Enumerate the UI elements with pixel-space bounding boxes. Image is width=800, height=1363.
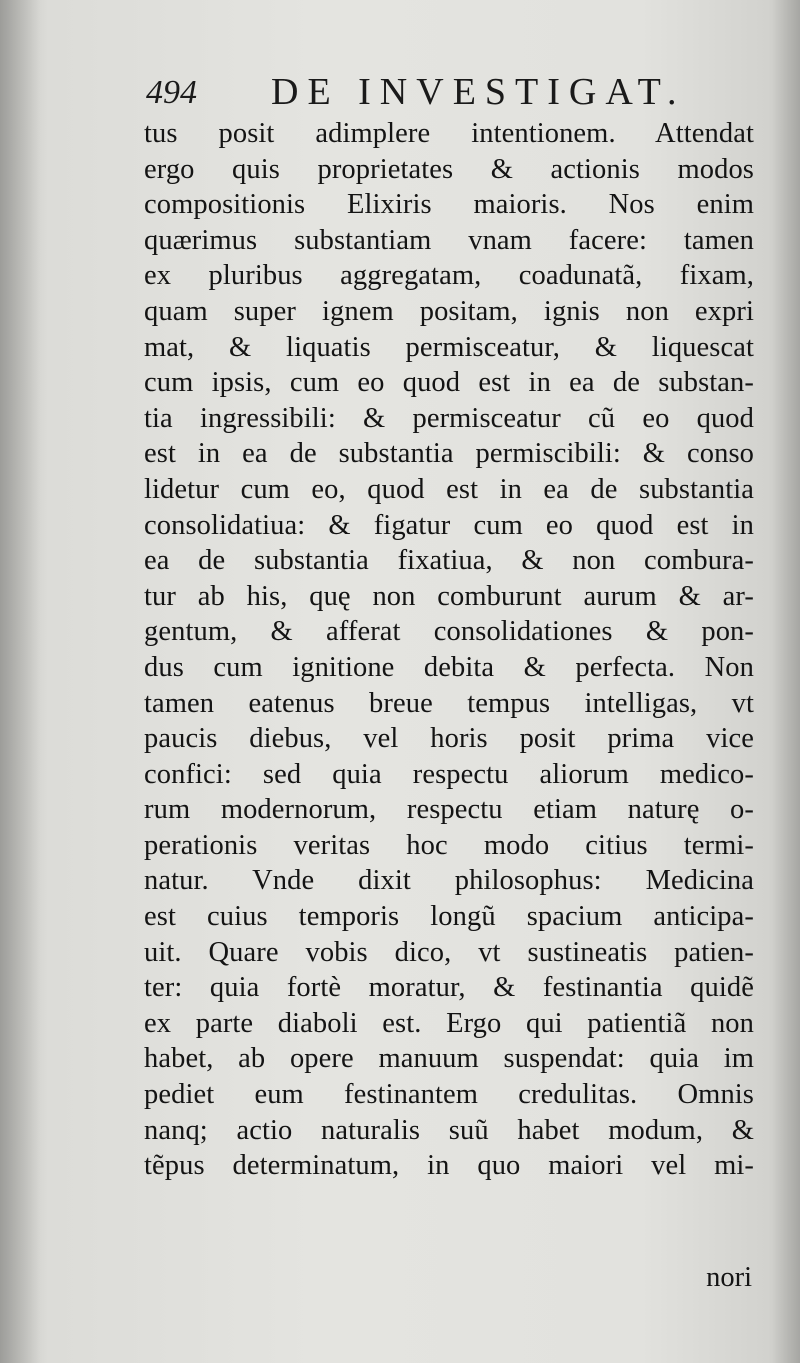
page-edge-shadow bbox=[772, 0, 800, 1363]
text-line: quærimus substantiam vnam facere: tamen bbox=[144, 224, 754, 256]
text-line: tẽpus determinatum, in quo maiori vel mi- bbox=[144, 1150, 754, 1182]
page-header bbox=[146, 66, 716, 116]
text-line: tamen eatenus breue tempus intelligas, vt bbox=[144, 687, 754, 719]
text-line: tur ab his, quę non comburunt aurum & ar- bbox=[144, 580, 754, 612]
text-line: rum modernorum, respectu etiam naturę o- bbox=[144, 794, 754, 826]
text-line: dus cum ignitione debita & perfecta. Non bbox=[144, 651, 754, 683]
text-line: tia ingressibili: & permisceatur cũ eo quod bbox=[144, 402, 754, 434]
text-line: est in ea de substantia permiscibili: & conso bbox=[144, 438, 754, 470]
text-line: ex parte diaboli est. Ergo qui patientiã non bbox=[144, 1007, 754, 1039]
text-line: habet, ab opere manuum suspendat: quia im bbox=[144, 1043, 754, 1075]
text-line: quam super ignem positam, ignis non expri bbox=[144, 295, 754, 327]
text-line: cum ipsis, cum eo quod est in ea de substan- bbox=[144, 367, 754, 399]
text-line: perationis veritas hoc modo citius termi- bbox=[144, 829, 754, 861]
text-line: consolidatiua: & figatur cum eo quod est in bbox=[144, 509, 754, 541]
body-text bbox=[144, 116, 754, 1184]
spine-shadow bbox=[0, 0, 40, 1363]
text-line: pediet eum festinantem credulitas. Omnis bbox=[144, 1079, 754, 1111]
text-line: natur. Vnde dixit philosophus: Medicina bbox=[144, 865, 754, 897]
text-line: ex pluribus aggregatam, coadunatã, fixam, bbox=[144, 260, 754, 292]
text-line: ter: quia fortè moratur, & festinantia quidẽ bbox=[144, 972, 754, 1004]
text-line: tus posit adimplere intentionem. Attendat bbox=[144, 118, 754, 149]
catchword: nori bbox=[706, 1262, 752, 1293]
text-line: est cuius temporis longũ spacium anticipa- bbox=[144, 901, 754, 933]
text-line: compositionis Elixiris maioris. Nos enim bbox=[144, 189, 754, 221]
text-line: ea de substantia fixatiua, & non combura- bbox=[144, 545, 754, 577]
page-number: 494 bbox=[146, 74, 197, 111]
text-line: mat, & liquatis permisceatur, & liquescat bbox=[144, 331, 754, 363]
text-line: gentum, & afferat consolidationes & pon- bbox=[144, 616, 754, 648]
text-line: ergo quis proprietates & actionis modos bbox=[144, 153, 754, 185]
text-line: nanq; actio naturalis suũ habet modum, & bbox=[144, 1114, 754, 1146]
text-line: lidetur cum eo, quod est in ea de substantia bbox=[144, 473, 754, 505]
text-line: confici: sed quia respectu aliorum medico- bbox=[144, 758, 754, 790]
running-title: DE INVESTIGAT. bbox=[271, 71, 686, 113]
text-line: uit. Quare vobis dico, vt sustineatis patien- bbox=[144, 936, 754, 968]
text-line: paucis diebus, vel horis posit prima vice bbox=[144, 723, 754, 755]
